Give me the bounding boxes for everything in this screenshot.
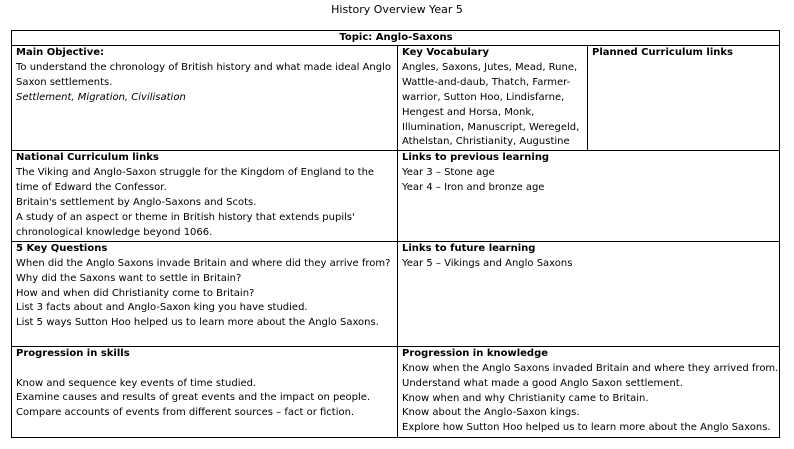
previous-learning-item: Year 3 – Stone age [402,167,495,179]
key-question-item: List 3 facts about and Anglo-Saxon king you have studied. [16,302,308,314]
progression-row [12,346,780,437]
main-objective-text: To understand the chronology of British history and what made ideal Anglo Saxon settlements. [16,61,391,88]
knowledge-item: Know about the Anglo-Saxon kings. [402,407,580,419]
document-title: History Overview Year 5 [331,3,463,16]
skills-item: Compare accounts of events from different sources – fact or fiction. [16,407,355,419]
national-curriculum-heading: National Curriculum links [16,152,159,164]
skills-item: Examine causes and results of great events and the impact on people. [16,392,371,404]
questions-row [12,241,780,346]
topic-row [12,31,780,46]
key-vocabulary-cell [398,46,588,151]
key-question-item: Why did the Saxons want to settle in Britain? [16,272,242,284]
future-learning-item: Year 5 – Vikings and Anglo Saxons [402,257,573,269]
main-objective-concepts: Settlement, Migration, Civilisation [16,91,186,103]
knowledge-cell [398,346,780,437]
key-vocabulary-heading: Key Vocabulary [402,47,489,58]
skills-spacer [16,362,394,377]
national-curriculum-item: Britain's settlement by Anglo-Saxons and Scots. [16,197,257,209]
knowledge-item: Know when and why Christianity came to Britain. [402,392,649,404]
future-learning-cell [398,241,780,346]
key-question-item: List 5 ways Sutton Hoo helped us to learn more about the Anglo Saxons. [16,317,379,329]
curriculum-row [12,151,780,241]
key-vocabulary-text: Angles, Saxons, Jutes, Mead, Rune, Wattle-and-daub, Thatch, Farmer-warrior, Sutton Hoo, Lindisfarne, Hengest and Horsa, Monk, Illumination, Manuscript, Weregeld, Athelstan, Christianity, Augustine [402,61,580,148]
key-question-item: How and when did Christianity come to Britain? [16,287,255,299]
knowledge-item: Understand what made a good Anglo Saxon settlement. [402,377,683,389]
main-objective-cell [12,46,398,151]
key-questions-cell [12,241,398,346]
planned-links-heading: Planned Curriculum links [592,47,733,58]
main-objective-heading: Main Objective: [16,47,105,58]
national-curriculum-item: A study of an aspect or theme in British history that extends pupils' chronological knowledge beyond 1066. [16,211,355,238]
planned-links-cell [588,46,780,151]
skills-cell [12,346,398,437]
previous-learning-item: Year 4 – Iron and bronze age [402,182,545,194]
key-questions-heading: 5 Key Questions [16,242,108,254]
knowledge-item: Explore how Sutton Hoo helped us to learn more about the Anglo Saxons. [402,422,771,434]
knowledge-item: Know when the Anglo Saxons invaded Britain and where they arrived from. [402,362,779,374]
national-curriculum-item: The Viking and Anglo-Saxon struggle for the Kingdom of England to the time of Edward the Confessor. [16,167,375,194]
topic-title: Topic: Anglo-Saxons [12,31,780,46]
knowledge-heading: Progression in knowledge [402,347,549,359]
skills-heading: Progression in skills [16,347,130,359]
previous-learning-cell [398,151,780,241]
national-curriculum-cell [12,151,398,241]
overview-table [11,30,780,438]
previous-learning-heading: Links to previous learning [402,152,550,164]
key-question-item: When did the Anglo Saxons invade Britain and where did they arrive from? [16,257,391,269]
skills-item: Know and sequence key events of time studied. [16,377,257,389]
objective-row [12,46,780,151]
future-learning-heading: Links to future learning [402,242,536,254]
